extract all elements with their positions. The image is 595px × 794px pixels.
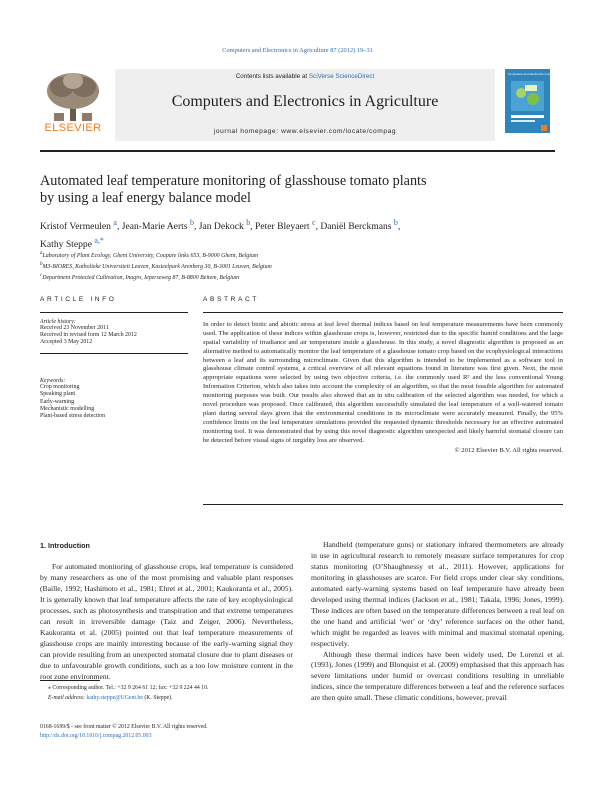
history-item: Accepted 3 May 2012 [40,339,93,346]
author[interactable]: Peter Bleyaert $^c$ [254,218,316,233]
keywords-label: Keywords: [40,378,66,385]
keyword: Crop monitoring [40,384,80,391]
front-matter [40,723,340,741]
article-history-label: Article history: [40,318,76,325]
abstract-divider [203,312,563,313]
sciencedirect-link[interactable]: SciVerse ScienceDirect [308,73,375,80]
header-divider [40,150,555,152]
author[interactable]: Daniël Berckmans $^b$ [320,218,398,233]
contents-prefix: Contents lists available at [235,73,309,80]
article-title-line-2: by using a leaf energy balance model [40,190,251,206]
email-link[interactable]: kathy.steppe@UGent.be [86,694,143,701]
keyword: Speaking plant [40,391,76,398]
email-suffix: (K. Steppe). [142,694,173,701]
email-note [40,694,300,704]
keyword: Plant-based stress detection [40,413,106,420]
corresponding-author-note: ⁎ Corresponding author. Tel.: +32 9 264 61 12; fax: +32 9 224 44 10. [48,685,209,691]
author-list: Kristof Vermeulen $^a$, Jean-Marie Aerts $^b$, Jan Dekock $^b$, Peter Bleyaert $^c$, Daniël Berckmans $^b$, Kathy Steppe $^{a,*}$ [40,218,401,251]
article-info [40,296,188,421]
contents-line [115,73,495,80]
article-title [40,173,470,207]
email-label: E-mail address: [48,694,87,701]
affiliation: $^c$Department Protected Cultivation, Inagro, Ieperseweg 87, B-8800 Beitem, Belgium [40,272,240,281]
issn-line: 0168-1699/$ - see front matter © 2012 Elsevier B.V. All rights reserved. [40,724,208,730]
keyword: Mechanistic modelling [40,405,95,412]
article-info-heading: ARTICLE INFO [40,296,117,303]
elsevier-wordmark: ELSEVIER [44,122,102,134]
journal-reference[interactable]: Computers and Electronics in Agriculture 87 (2012) 19–31 [222,47,373,54]
keyword: Early-warning [40,398,75,405]
abstract [203,296,563,454]
introduction-paragraph-3: Although these thermal indices have been widely used, De Lorenzi et al. (1993), Jones (1999) and Blonquist et al. (2009) emphasised that this approach has severe limitations under humid or overcast conditions resulting in unreliable indices, since the temperature differences between a leaf and the reference surfaces are then quite small. These climatic conditions, however, prevail [311,649,564,703]
author[interactable]: Jean-Marie Aerts $^b$ [121,218,194,233]
cover-image-icon [505,69,562,133]
abstract-bottom-divider [203,504,563,505]
journal-homepage[interactable]: journal homepage: www.elsevier.com/locate/compag [213,128,397,135]
affiliation: $^a$Laboratory of Plant Ecology, Ghent University, Coupure links 653, B-9000 Ghent, Belgium [40,251,259,259]
author[interactable]: Jan Dekock $^b$ [198,218,251,233]
introduction-paragraph-2: Handheld (temperature guns) or stationary infrared thermometers are already in use in agricultural research to remotely measure surface temperatures for crop status monitoring (O’Shaughnessy et al., 2011). However, applications for monitoring in glasshouses are scarce. For field crops under clear sky conditions, automated early-warning systems based on leaf temperature have already been developed using thermal indices (Jackson et al., 1981; Takala, 1996; Jones, 1999). These indices are often based on the temperature differences between a real leaf on the one hand and artificial ‘wet’ or ‘dry’ reference surfaces on the other hand, which might be regarded as leaves with minimal and maximal stomatal opening, respectively. [311,540,564,648]
abstract-heading: ABSTRACT [203,296,259,303]
keywords-divider [40,353,188,354]
history-item: Received in revised form 12 March 2012 [40,331,137,338]
tree-icon [40,69,106,123]
article-info-divider [40,312,188,313]
affiliation: $^b$M3-BIORES, Katholieke Universiteit Leuven, Kasteelpark Arenberg 30, B-3001 Leuven, Belgium [40,261,272,270]
section-heading-introduction: 1. Introduction [40,541,90,550]
affiliation-list [40,250,440,282]
abstract-body: In order to detect biotic and abiotic stress at leaf level thermal indices based on leaf temperature measurements have been commonly used. The application of these indices within glasshouse crops is, however, restricted due to the specific humid conditions and the large spatial variability of irradiance and air temperature inside a glasshouse. In this study, a novel diagnostic algorithm is proposed as an alternative method to automatically monitor the leaf temperature of a glasshouse tomato crop based on the ecophysiological interactions between a leaf and its surrounding microclimate. Given that this algorithm is intended to be implemented as a software tool in glasshouse climate control systems, a critical overview of all relevant equations found in literature was first given. Next, the most appropriate equations were selected by using two objective criteria, i.e. the commonly used R² and the less conventional Young Information Criterion, which also takes into account the complexity of an algorithm, so that the most feasible algorithm for automated monitoring purposes was built. Our results also showed that an in situ calibration of the selected algorithm was needed, for which a novel procedure was proposed. Once calibrated, this algorithm successfully simulated the leaf temperature of a well-watered tomato plant during several days given that the environmental conditions in its microclimate were accurately measured. Finally, the 95% confidence limits on the leaf temperature simulations provided the requested dynamic thresholds necessary for an effective automated monitoring tool. It was demonstrated that by using this novel diagnostic algorithm unexpected and likely harmful stomatal closure can be detected before visual signs of turgidity loss are observed. [203,320,563,445]
introduction-paragraph-1: For automated monitoring of glasshouse crops, leaf temperature is considered by many researchers as one of the most promising and valuable plant responses (Baille, 1992; Hashimoto et al., 1981; Ehret et al., 2001; Kaukoranta et al., 2005). It is generally known that leaf temperature affects the rate of key ecophysiological processes, such as photosynthesis and transpiration and that extreme temperatures can result in irreversible damage (Taiz and Zeiger, 2006). Nevertheless, Kaukoranta et al. (2005) pointed out that leaf temperature measurements of glasshouse crops are mainly interesting because of the early-warning signal they can provide resulting from an unexpected stomatal closure due to plant diseases or due to unfavourable growth conditions, such as a too low moisture content in the root zone environment. [40,562,293,681]
journal-cover-thumbnail[interactable] [505,69,562,133]
journal-title: Computers and Electronics in Agriculture [171,93,439,110]
doi-link[interactable]: http://dx.doi.org/10.1016/j.compag.2012.05.003 [40,733,152,739]
article-title-line-1: Automated leaf temperature monitoring of glasshouse tomato plants [40,173,427,189]
copyright-notice: © 2012 Elsevier B.V. All rights reserved. [454,447,563,455]
history-item: Received 23 November 2011 [40,324,109,331]
elsevier-logo[interactable] [40,69,106,141]
footnotes [40,684,300,703]
cover-title-text: Computers and electronics in agriculture [508,72,562,76]
journal-header [40,69,562,153]
footnote-divider [40,680,100,681]
author[interactable]: Kristof Vermeulen $^a$ [40,218,117,233]
journal-banner [115,69,495,141]
introduction-column-2 [311,540,564,704]
author[interactable]: Kathy Steppe $^{a,*}$ [40,236,104,251]
